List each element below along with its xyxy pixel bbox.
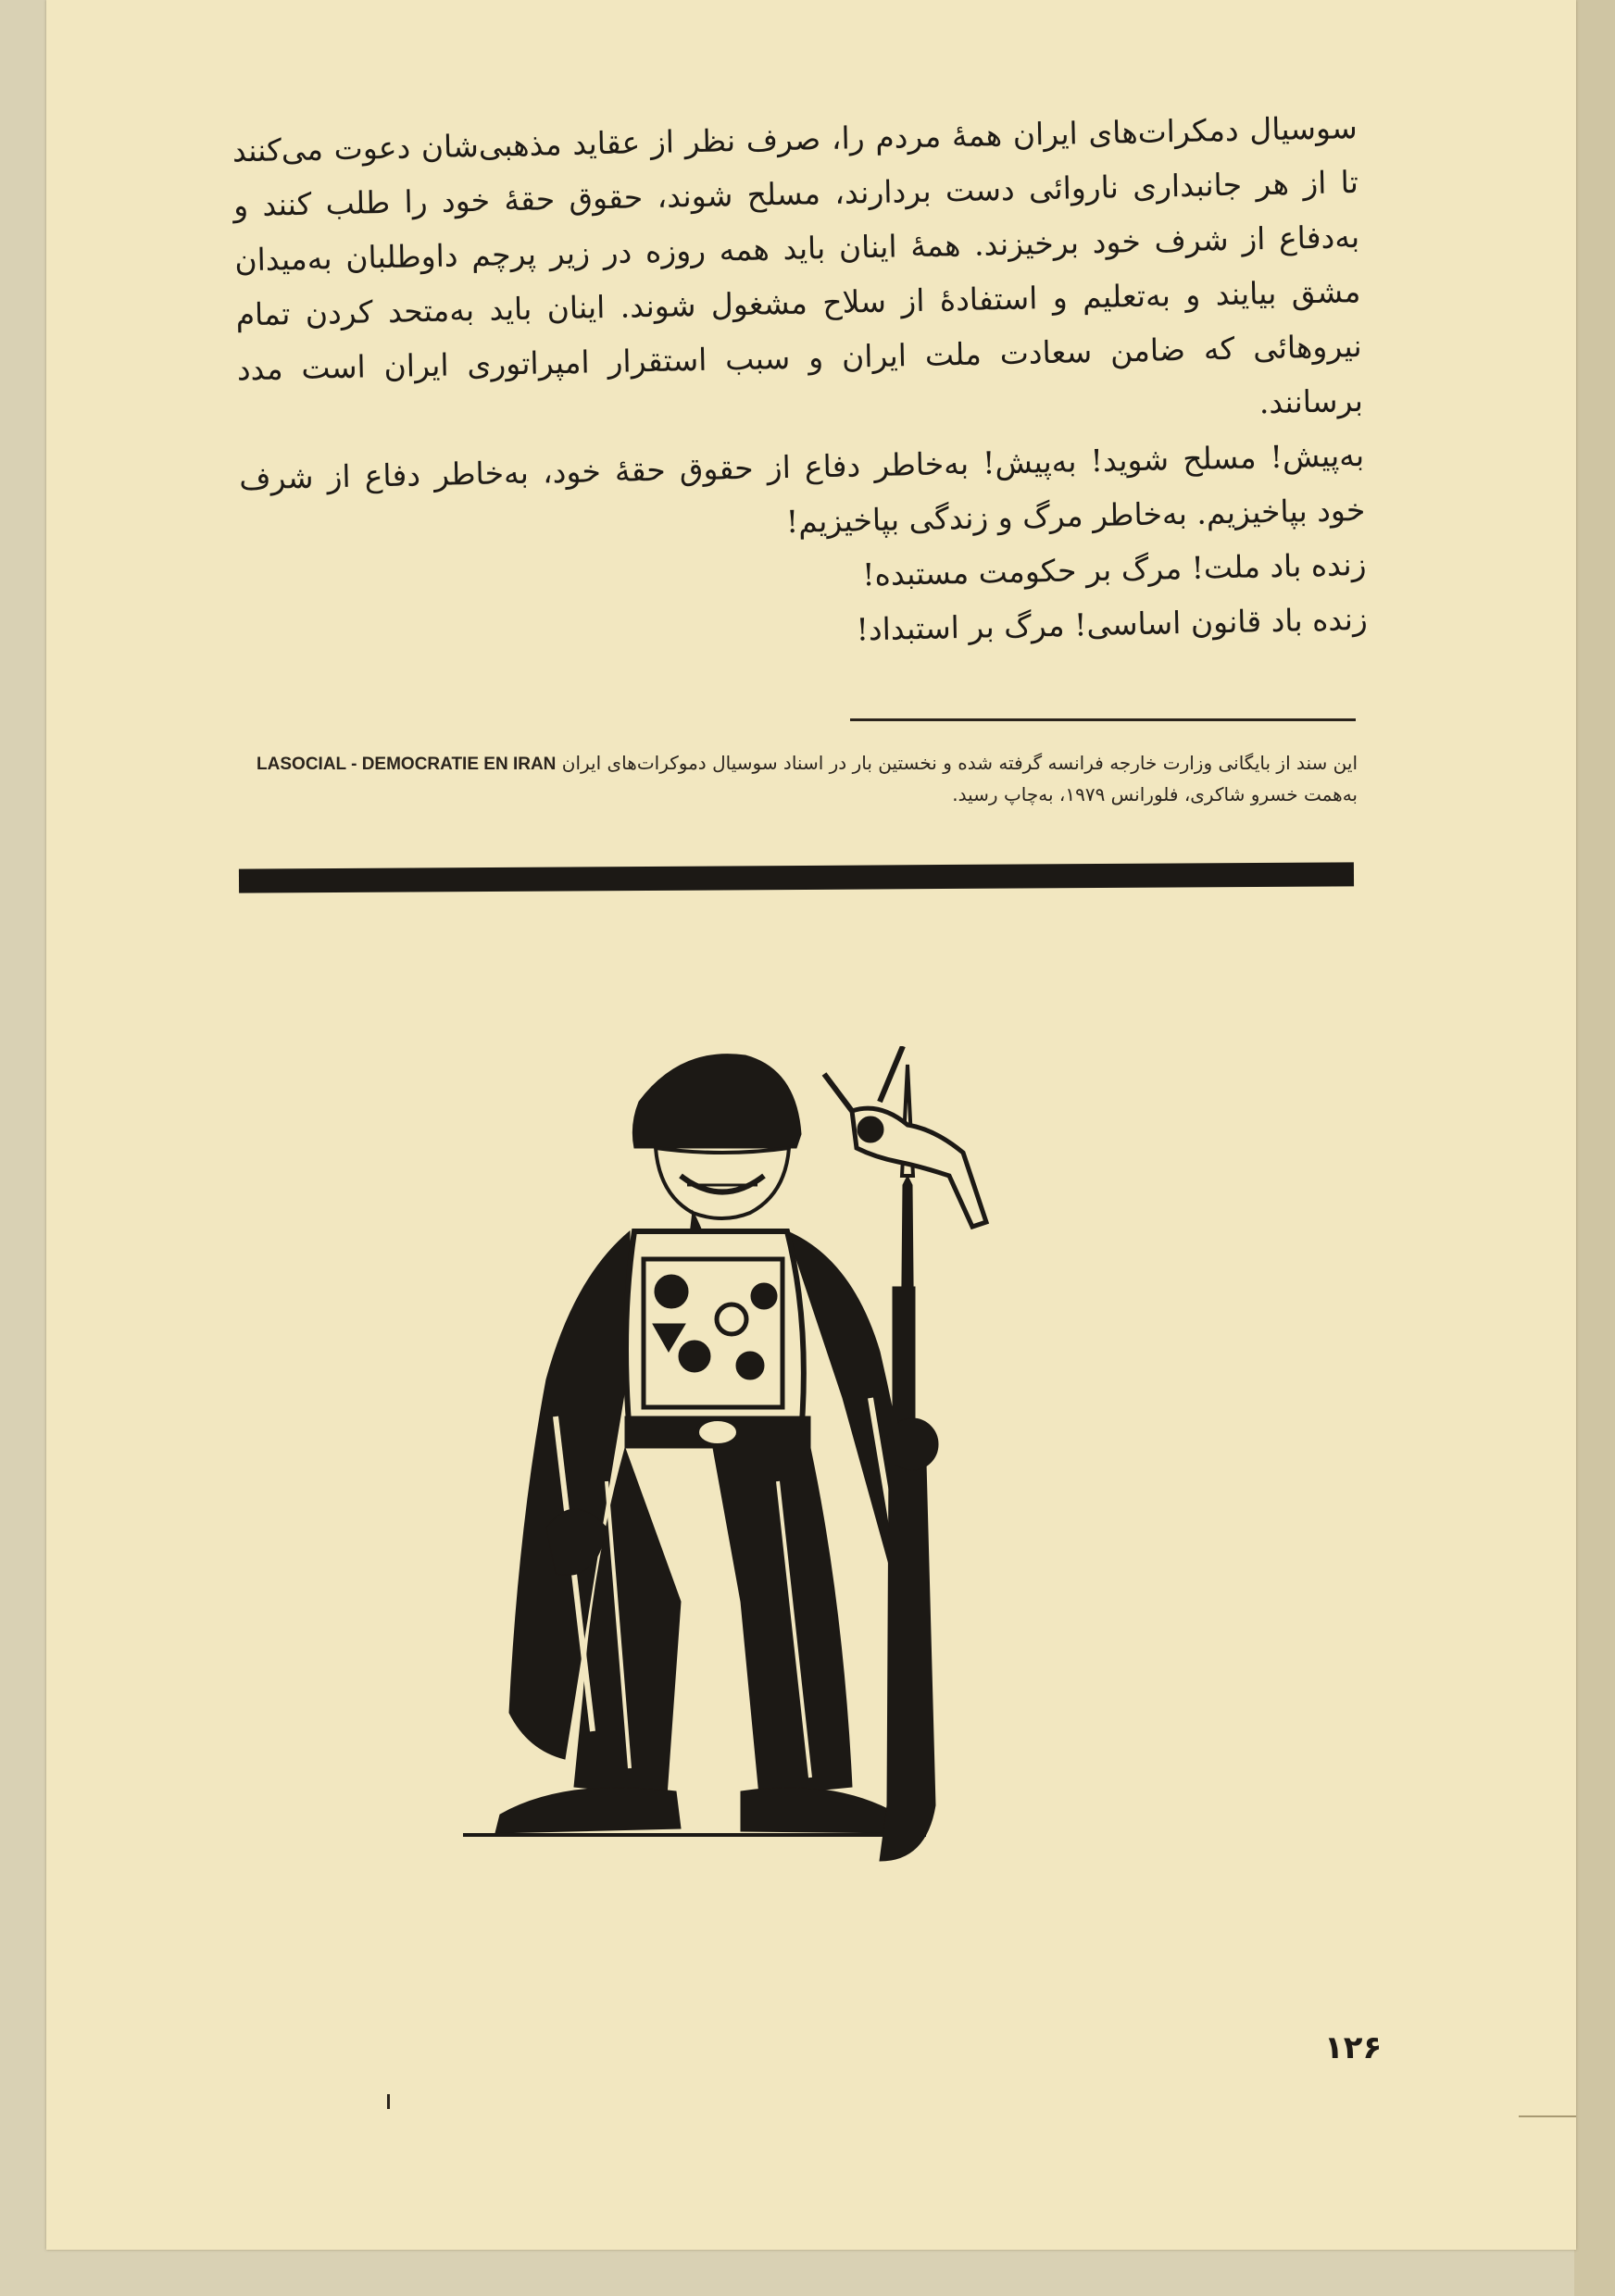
main-text [232,100,1368,669]
footnote-book-title: LASOCIAL - DEMOCRATIE EN IRAN [257,755,557,774]
footnote-separator [850,718,1356,721]
footnote-source: این سند از بایگانی وزارت خارجه فرانسه گرفته شده و نخستین بار در اسناد سوسیال دموکرات‌های ایران [561,752,1358,774]
page-tear-edge [1519,2115,1576,2117]
paragraph-call-to-arms: سوسیال دمکرات‌های ایران همهٔ مردم را، صرف نظر از عقاید مذهبی‌شان دعوت می‌کنند تا از هر جانبداری ناروائی دست بردارند، مسلح شوند، حقوق حقهٔ خود را طلب کنند و به‌دفاع از شرف خود برخیزند. همهٔ اینان باید همه روزه در زیر پرچم داوطلبان به‌میدان مشق بیایند و به‌تعلیم و استفادهٔ از سلاح مشغول شوند. اینان باید به‌متحد کردن تمام نیروهائی که ضامن سعادت ملت ایران و سبب استقرار امپراتوری ایران است مدد برسانند. [232,108,1364,421]
footnote-publication: به‌همت خسرو شاکری، فلورانس ۱۹۷۹، به‌چاپ رسید. [952,783,1358,805]
cartoon-illustration [444,1046,1111,1898]
figure-illustration [463,1046,986,1861]
print-mark [387,2094,390,2109]
slogan-nation: زنده باد ملت! مرگ بر حکومت مستبده! [861,545,1367,593]
footnote [250,748,1358,809]
page-number: ۱۲۶ [1324,2029,1383,2066]
paragraph-uprising: به‌پیش! مسلح شوید! به‌پیش! به‌خاطر دفاع از حقوق حقهٔ خود، به‌خاطر دفاع از شرف خود بپاخیزیم. به‌خاطر مرگ و زندگی بپاخیزیم! [238,436,1366,540]
scan-background-edge [1574,0,1615,2296]
slogan-constitution: زنده باد قانون اساسی! مرگ بر استبداد! [856,600,1369,648]
